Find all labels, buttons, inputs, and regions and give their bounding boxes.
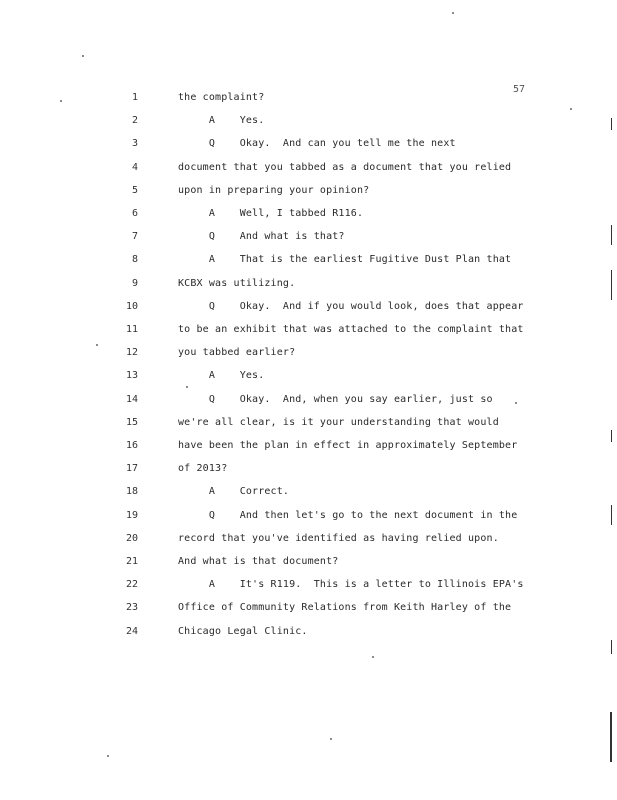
line-text: the complaint?	[178, 92, 265, 103]
line-number: 12	[125, 347, 138, 359]
line-number: 6	[131, 208, 138, 219]
transcript-line	[0, 137, 617, 160]
scan-speck-3	[96, 344, 98, 346]
scan-mark-right-4	[611, 430, 612, 442]
line-number: 19	[125, 509, 138, 521]
transcript-line	[0, 346, 617, 369]
transcript-line	[0, 114, 617, 137]
line-number: 24	[125, 625, 138, 637]
scan-mark-right-5	[611, 505, 612, 525]
line-text: A Well, I tabbed R116.	[178, 208, 364, 219]
line-number: 15	[125, 416, 138, 428]
line-text: KCBX was utilizing.	[178, 277, 296, 289]
line-number: 4	[131, 161, 138, 173]
scan-speck-5	[330, 738, 332, 740]
line-number: 5	[131, 184, 138, 196]
line-text: document that you tabbed as a document that you relied	[178, 161, 512, 173]
transcript-line	[0, 393, 617, 416]
transcript-line	[0, 91, 617, 114]
line-number: 16	[125, 440, 138, 451]
line-number: 14	[125, 393, 138, 405]
line-text: And what is that document?	[178, 556, 339, 567]
scan-speck-10	[186, 386, 188, 388]
line-text: of 2013?	[178, 463, 228, 475]
transcript-line	[0, 439, 617, 462]
transcript-line	[0, 253, 617, 276]
transcript-line	[0, 601, 617, 624]
scan-mark-right-3	[611, 270, 612, 300]
transcript-line	[0, 300, 617, 323]
scan-mark-right-2	[611, 225, 612, 245]
transcript-line	[0, 369, 617, 392]
transcript-line	[0, 184, 617, 207]
transcript-line	[0, 625, 617, 648]
line-number: 1	[131, 92, 138, 103]
line-number: 18	[125, 486, 138, 498]
transcript-line	[0, 532, 617, 555]
line-text: A That is the earliest Fugitive Dust Plan that	[178, 254, 512, 266]
line-text: Q Okay. And, when you say earlier, just so	[178, 393, 493, 405]
line-text: record that you've identified as having relied upon.	[178, 532, 499, 544]
line-text: we're all clear, is it your understanding that would	[178, 416, 499, 428]
transcript-line	[0, 485, 617, 508]
transcript-line	[0, 277, 617, 300]
line-text: A It's R119. This is a letter to Illinois EPA's	[178, 579, 524, 591]
line-text: Office of Community Relations from Keith Harley of the	[178, 602, 512, 614]
transcript-line	[0, 230, 617, 253]
line-text: you tabbed earlier?	[178, 347, 296, 359]
line-number: 10	[125, 300, 138, 312]
line-number: 23	[125, 602, 138, 614]
line-number: 9	[131, 277, 138, 289]
line-text: Q Okay. And can you tell me the next	[178, 138, 456, 150]
line-text: have been the plan in effect in approximately September	[178, 440, 518, 451]
line-number: 2	[131, 115, 138, 127]
scan-mark-right-7	[610, 712, 612, 762]
scan-speck-9	[515, 402, 517, 404]
scan-mark-right-6	[611, 640, 612, 654]
line-number: 22	[125, 579, 138, 591]
line-number: 3	[131, 138, 138, 150]
page-number: 57	[513, 84, 526, 95]
line-number: 21	[125, 556, 138, 567]
scan-speck-6	[372, 656, 374, 658]
line-number: 20	[125, 532, 138, 544]
line-number: 11	[125, 324, 138, 335]
transcript-line	[0, 555, 617, 578]
transcript-line	[0, 323, 617, 346]
transcript-line	[0, 509, 617, 532]
scan-mark-right-1	[611, 118, 612, 130]
scan-speck-2	[82, 55, 84, 57]
line-text: A Yes.	[178, 115, 265, 127]
line-text: A Yes.	[178, 370, 265, 382]
scan-speck-1	[452, 12, 454, 14]
scan-speck-7	[107, 755, 109, 757]
line-text: upon in preparing your opinion?	[178, 184, 370, 196]
scan-speck-4	[60, 100, 62, 102]
transcript-line	[0, 416, 617, 439]
transcript-line	[0, 207, 617, 230]
line-number: 7	[131, 231, 138, 243]
line-text: Q Okay. And if you would look, does that appear	[178, 300, 524, 312]
line-number: 8	[131, 254, 138, 266]
line-number: 17	[125, 463, 138, 475]
line-text: Q And what is that?	[178, 231, 345, 243]
line-number: 13	[125, 370, 138, 382]
line-text: A Correct.	[178, 486, 290, 498]
line-text: to be an exhibit that was attached to the complaint that	[178, 324, 524, 335]
scan-speck-8	[570, 108, 572, 110]
transcript-line	[0, 161, 617, 184]
transcript-line	[0, 578, 617, 601]
line-text: Chicago Legal Clinic.	[178, 625, 308, 637]
line-text: Q And then let's go to the next document in the	[178, 509, 518, 521]
transcript-line	[0, 462, 617, 485]
